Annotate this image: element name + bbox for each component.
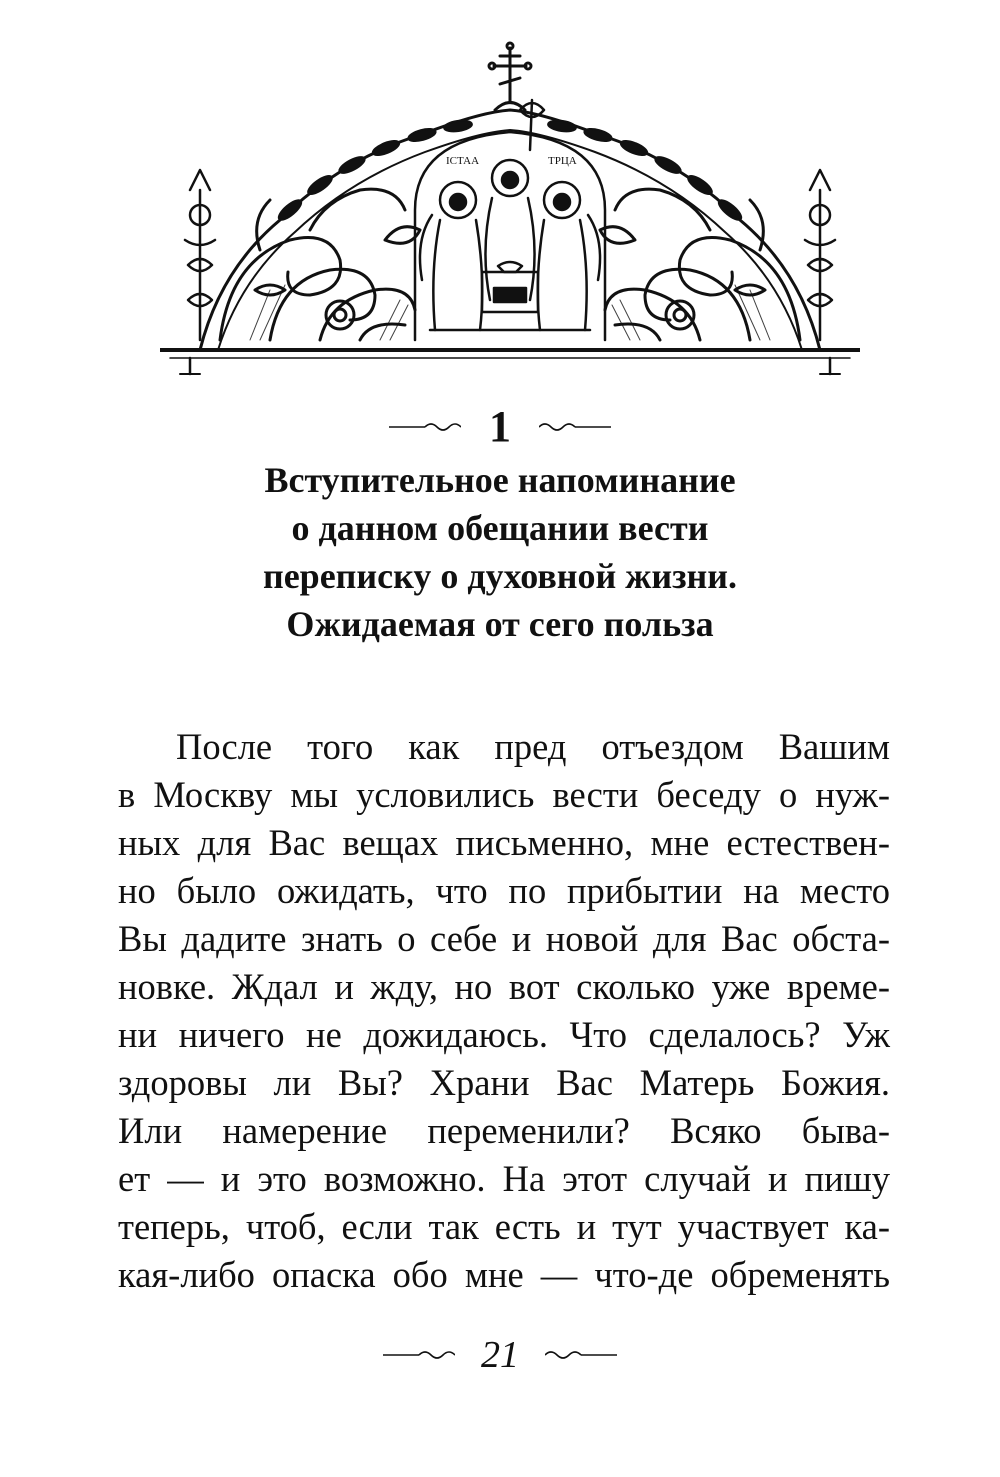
left-flourish-icon xyxy=(383,1348,455,1362)
chapter-title-line: Вступительное напоминание xyxy=(264,460,736,500)
body-line: кая-либо опаска обо мне — что-де обременять xyxy=(118,1254,890,1295)
icon-inscription-right: ТРЦА xyxy=(548,155,577,167)
chapter-number: 1 xyxy=(489,402,511,451)
right-flourish-icon xyxy=(545,1348,617,1362)
body-line: теперь, чтоб, если так есть и тут участвует ка- xyxy=(118,1206,890,1247)
body-line: новке. Ждал и жду, но вот сколько уже време- xyxy=(118,966,890,1007)
chapter-number-row xyxy=(0,402,1000,452)
body-line: ни ничего не дожидаюсь. Что сделалось? Уж xyxy=(118,1014,890,1055)
body-line: в Москву мы условились вести беседу о нуж- xyxy=(118,774,890,815)
body-line: Вы дадите знать о себе и новой для Вас обста- xyxy=(118,918,890,959)
page-footer xyxy=(0,1330,1000,1380)
body-line: После того как пред отъездом Вашим xyxy=(176,726,890,767)
body-line: ных для Вас вещах письменно, мне естествен- xyxy=(118,822,890,863)
chapter-title-line: Ожидаемая от сего польза xyxy=(286,604,714,644)
chapter-title-line: о данном обещании вести xyxy=(291,508,709,548)
body-line: ет — и это возможно. На этот случай и пишу xyxy=(118,1158,890,1199)
orthodox-cross-icon xyxy=(489,43,531,110)
body-line: Или намерение переменили? Всяко быва- xyxy=(118,1110,890,1151)
trinity-headpiece-ornament-icon xyxy=(160,40,860,385)
chapter-title xyxy=(100,456,900,648)
body-line: здоровы ли Вы? Храни Вас Матерь Божия. xyxy=(118,1062,890,1103)
page-number: 21 xyxy=(481,1334,519,1376)
chapter-title-line: переписку о духовной жизни. xyxy=(262,556,738,596)
body-line: но было ожидать, что по прибытии на место xyxy=(118,870,890,911)
icon-inscription-left: ІСТАА xyxy=(446,155,480,167)
left-flourish-icon xyxy=(389,420,461,434)
holy-trinity-icon xyxy=(415,100,605,340)
body-paragraph xyxy=(118,723,890,1299)
right-flourish-icon xyxy=(539,420,611,434)
